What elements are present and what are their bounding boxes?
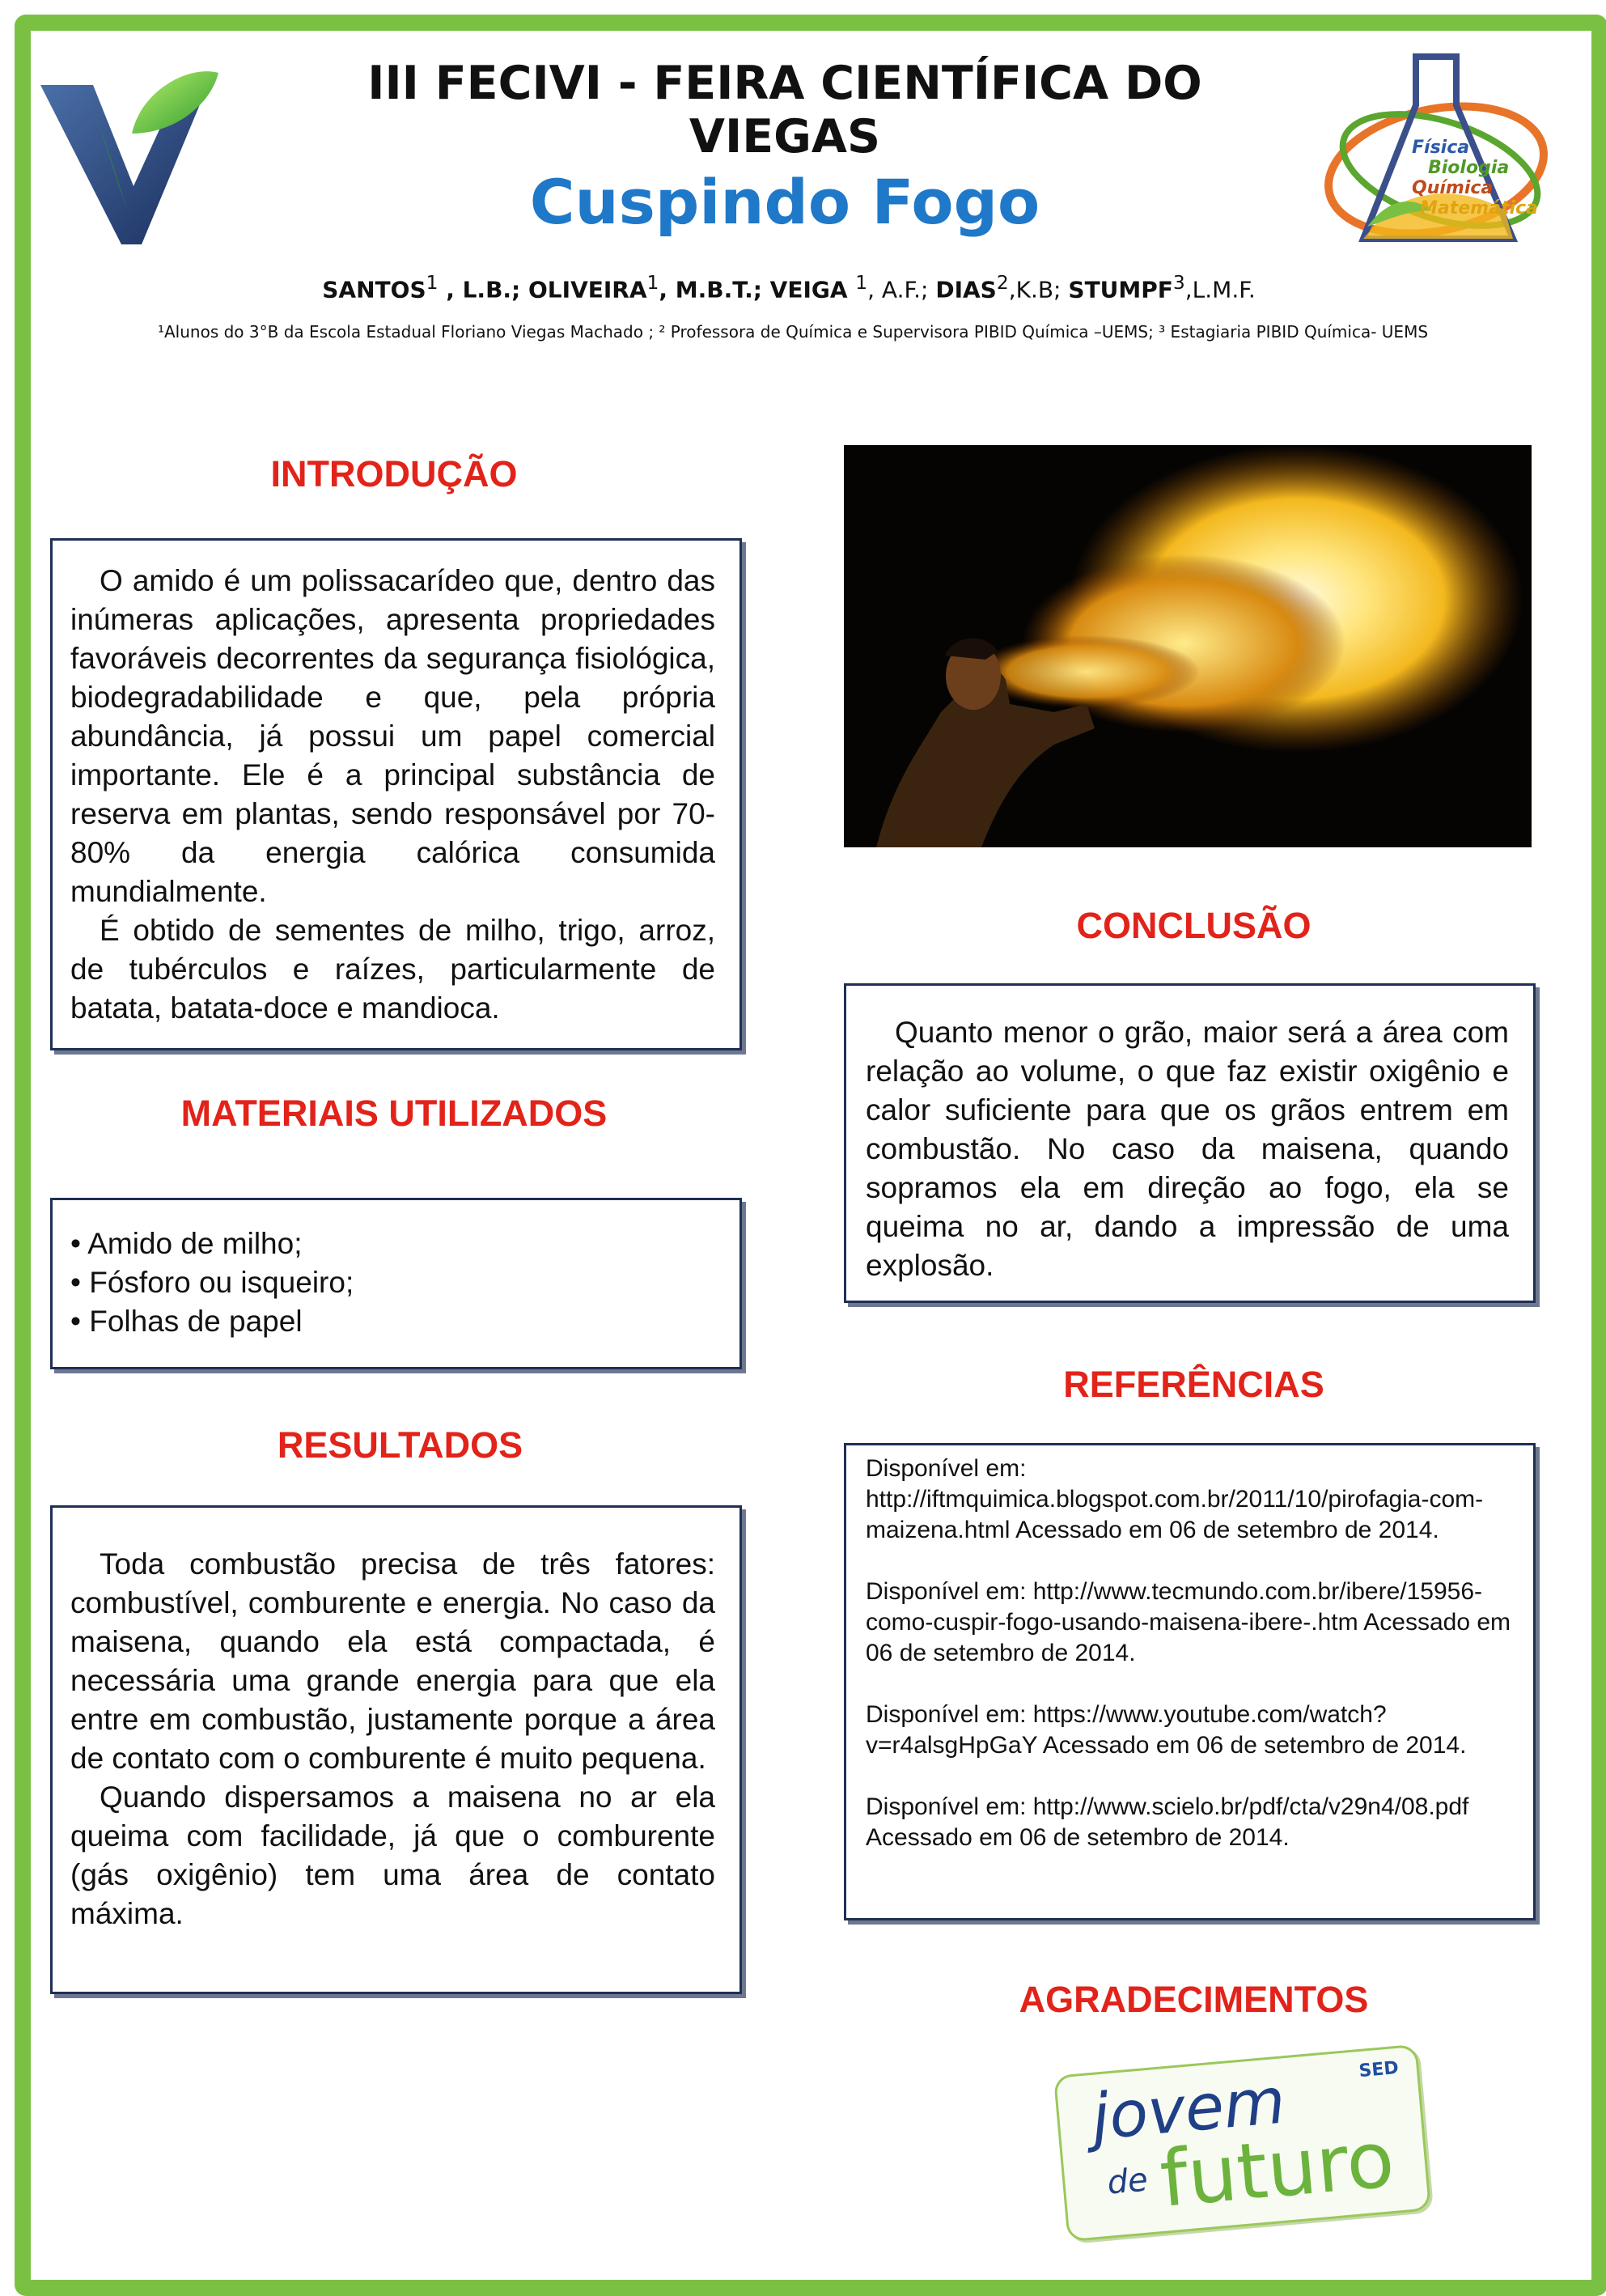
introducao-box (50, 538, 742, 1050)
list-item: • Fósforo ou isqueiro; (70, 1263, 715, 1302)
resultados-heading: RESULTADOS (277, 1424, 523, 1466)
introducao-paragraph-2: É obtido de sementes de milho, trigo, arroz, de tubérculos e raízes, particularmente de batata, batata-doce e mandioca. (70, 914, 715, 1025)
logo-word-fisica: Física (1412, 138, 1470, 158)
fire-breathing-photo (844, 445, 1532, 847)
authors-line: SANTOS$^1$ , L.B.; OLIVEIRA$^1$, M.B.T.; VEIGA $^1$, A.F.; DIAS$^2$,K.B; STUMPF$^3$,L.M.F. (322, 271, 1256, 303)
reference-item: Disponível em: http://iftmquimica.blogspot.com.br/2011/10/pirofagia-com-maizena.html Acessado em 06 de setembro de 2014. (866, 1455, 1484, 1543)
resultados-paragraph-1: Toda combustão precisa de três fatores: combustível, comburente e energia. No caso da maisena, quando ela está compactada, é necessária uma grande energia para que ela entre em combustão, justamente porque a área de contato com o comburente é muito pequena. (70, 1547, 715, 1775)
poster-subtitle: Cuspindo Fogo (529, 166, 1040, 238)
affiliations: ¹Alunos do 3°B da Escola Estadual Floriano Viegas Machado ; ² Professora de Química e Supervisora PIBID Química –UEMS; ³ Estagiaria PIBID Química- UEMS (157, 322, 1429, 342)
logo-badge-sed: SED (1358, 2057, 1400, 2082)
science-logo-words (1412, 138, 1549, 219)
logo-word-matematica: Matemática (1420, 198, 1538, 219)
introducao-heading: INTRODUÇÃO (270, 453, 518, 494)
agradecimentos-heading: AGRADECIMENTOS (1019, 1979, 1369, 2020)
logo-word-biologia: Biologia (1428, 158, 1510, 178)
referencias-box (844, 1443, 1536, 1920)
logo-word-quimica: Química (1412, 178, 1494, 198)
introducao-paragraph-1: O amido é um polissacarídeo que, dentro das inúmeras aplicações, apresenta propriedades favoráveis decorrentes da segurança fisiológica, biodegradabilidade e que, pela própria abundância, já possui um papel comercial importante. Ele é a principal substância de reserva em plantas, sendo responsável por 70-80% da energia calórica consumida mundialmente. (70, 564, 715, 908)
list-item: • Folhas de papel (70, 1302, 715, 1341)
referencias-heading: REFERÊNCIAS (1063, 1364, 1324, 1405)
poster-title: III FECIVI - FEIRA CIENTÍFICA DO VIEGAS (367, 57, 1202, 163)
references-list (866, 1454, 1519, 1853)
resultados-paragraph-2: Quando dispersamos a maisena no ar ela queima com facilidade, já que o comburente (gás oxigênio) tem uma área de contato máxima. (70, 1780, 715, 1930)
materiais-heading: MATERIAIS UTILIZADOS (180, 1093, 608, 1134)
conclusao-paragraph: Quanto menor o grão, maior será a área com relação ao volume, o que faz existir oxigênio e calor suficiente para que os grãos entrem em combustão. No caso da maisena, quando sopramos ela em direção ao fogo, ela se queima no ar, dando a impressão de uma explosão. (866, 1016, 1509, 1282)
resultados-box (50, 1505, 742, 1994)
list-item: • Amido de milho; (70, 1224, 715, 1263)
logo-word-jovem: jovem (1088, 2065, 1289, 2154)
materiais-box (50, 1198, 742, 1369)
materiais-list (70, 1224, 715, 1341)
reference-item: Disponível em: http://www.scielo.br/pdf/cta/v29n4/08.pdf Acessado em 06 de setembro de 2014. (866, 1793, 1469, 1851)
reference-item: Disponível em: http://www.tecmundo.com.br/ibere/15956-como-cuspir-fogo-usando-maisena-ibere-.htm Acessado em 06 de setembro de 2014. (866, 1578, 1511, 1666)
reference-item: Disponível em: https://www.youtube.com/watch?v=r4alsgHpGaY Acessado em 06 de setembro de 2014. (866, 1701, 1467, 1759)
conclusao-heading: CONCLUSÃO (1076, 905, 1311, 946)
fecivi-v-logo (36, 57, 222, 251)
logo-word-futuro: futuro (1156, 2113, 1398, 2225)
conclusao-box (844, 983, 1536, 1303)
logo-word-de: de (1105, 2161, 1150, 2202)
jovem-de-futuro-logo (1053, 2044, 1431, 2243)
